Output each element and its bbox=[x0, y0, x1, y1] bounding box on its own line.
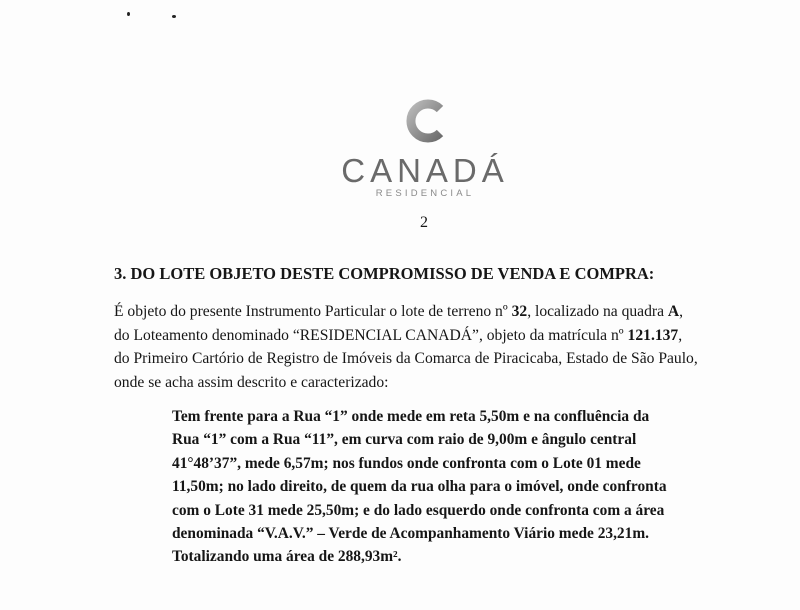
logo-subtitle: RESIDENCIAL bbox=[375, 188, 475, 199]
description-line: 41°48’37”, mede 6,57m; nos fundos onde confronta com o Lote 01 mede bbox=[172, 454, 641, 472]
description-line: Rua “1” com a Rua “11”, em curva com raio de 9,00m e ângulo central bbox=[172, 431, 637, 449]
paragraph-line: do Primeiro Cartório de Registro de Imóveis da Comarca de Piracicaba, Estado de São Paulo, bbox=[114, 350, 698, 367]
section-heading: 3. DO LOTE OBJETO DESTE COMPROMISSO DE VENDA E COMPRA: bbox=[114, 264, 655, 283]
text-fragment: do Loteamento denominado “RESIDENCIAL CANADÁ”, objeto da matrícula nº bbox=[114, 326, 628, 344]
logo-name: CANADÁ bbox=[341, 152, 509, 189]
scan-speck bbox=[127, 12, 130, 16]
description-line: Totalizando uma área de 288,93m². bbox=[172, 548, 402, 566]
lot-description bbox=[172, 405, 712, 569]
description-line: com o Lote 31 mede 25,50m; e do lado esquerdo onde confronta com a área bbox=[172, 501, 665, 519]
description-line: denominada “V.A.V.” – Verde de Acompanhamento Viário mede 23,21m. bbox=[172, 525, 649, 543]
block-letter: A bbox=[667, 303, 680, 320]
page-number: 2 bbox=[420, 214, 428, 231]
registration-number: 121.137 bbox=[627, 326, 679, 344]
text-fragment: , bbox=[679, 303, 684, 320]
scan-speck bbox=[172, 15, 176, 18]
text-fragment: É objeto do presente Instrumento Particular o lote de terreno nº bbox=[114, 303, 512, 320]
canada-residencial-logo bbox=[330, 98, 520, 200]
description-line: 11,50m; no lado direito, de quem da rua olha para o imóvel, onde confronta bbox=[172, 478, 667, 496]
text-fragment: , localizado na quadra bbox=[527, 303, 668, 320]
text-fragment: , bbox=[678, 326, 683, 344]
c-logo-icon bbox=[402, 98, 448, 144]
paragraph-line bbox=[114, 324, 764, 348]
section-paragraph bbox=[114, 300, 764, 394]
description-line: Tem frente para a Rua “1” onde mede em reta 5,50m e na confluência da bbox=[172, 408, 650, 425]
paragraph-line: onde se acha assim descrito e caracterizado: bbox=[114, 373, 389, 391]
paragraph-line bbox=[114, 300, 764, 324]
lot-number: 32 bbox=[511, 303, 528, 320]
